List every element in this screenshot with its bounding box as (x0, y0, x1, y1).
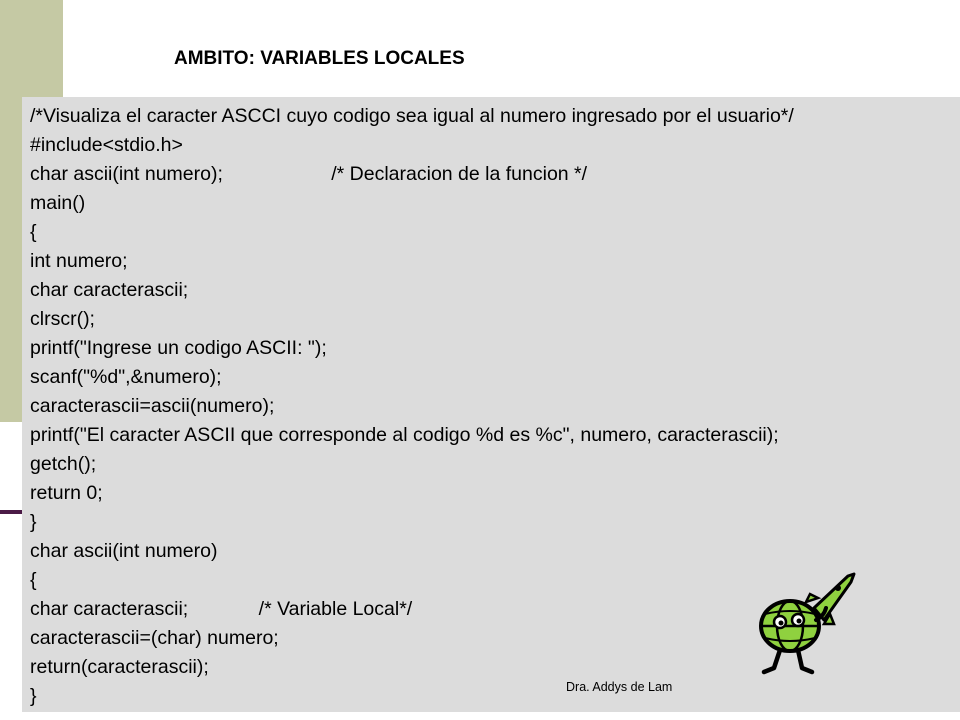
slide-title: AMBITO: VARIABLES LOCALES (174, 48, 465, 69)
code-line-16: char ascii(int numero) (30, 540, 218, 562)
code-line-13: getch(); (30, 453, 97, 475)
code-line-4: main() (30, 192, 86, 214)
code-line-20: return(caracterascii); (30, 656, 209, 678)
code-line-9: printf("Ingrese un codigo ASCII: "); (30, 337, 327, 359)
code-line-10: scanf("%d",&numero); (30, 366, 222, 388)
code-line-17: { (30, 569, 37, 591)
code-line-11: caracterascii=ascii(numero); (30, 395, 275, 417)
code-line-12: printf("El caracter ASCII que corresponde al codigo %d es %c", numero, caracterascii); (30, 424, 779, 446)
code-line-3: char ascii(int numero); /* Declaracion de la funcion */ (30, 163, 588, 185)
code-line-14: return 0; (30, 482, 103, 504)
code-line-19: caracterascii=(char) numero; (30, 627, 279, 649)
globe-rocket-icon (752, 568, 860, 686)
author-credit: Dra. Addys de Lam (566, 680, 673, 694)
code-line-8: clrscr(); (30, 308, 95, 330)
code-line-21: } (30, 685, 37, 707)
code-line-2: #include<stdio.h> (30, 134, 183, 156)
code-line-5: { (30, 221, 37, 243)
decorative-accent-line (0, 510, 22, 514)
code-line-15: } (30, 511, 37, 533)
code-line-18: char caracterascii; /* Variable Local*/ (30, 598, 413, 620)
code-line-7: char caracterascii; (30, 279, 189, 301)
code-line-1: /*Visualiza el caracter ASCCI cuyo codigo sea igual al numero ingresado por el usuario*/ (30, 105, 794, 127)
code-line-6: int numero; (30, 250, 128, 272)
